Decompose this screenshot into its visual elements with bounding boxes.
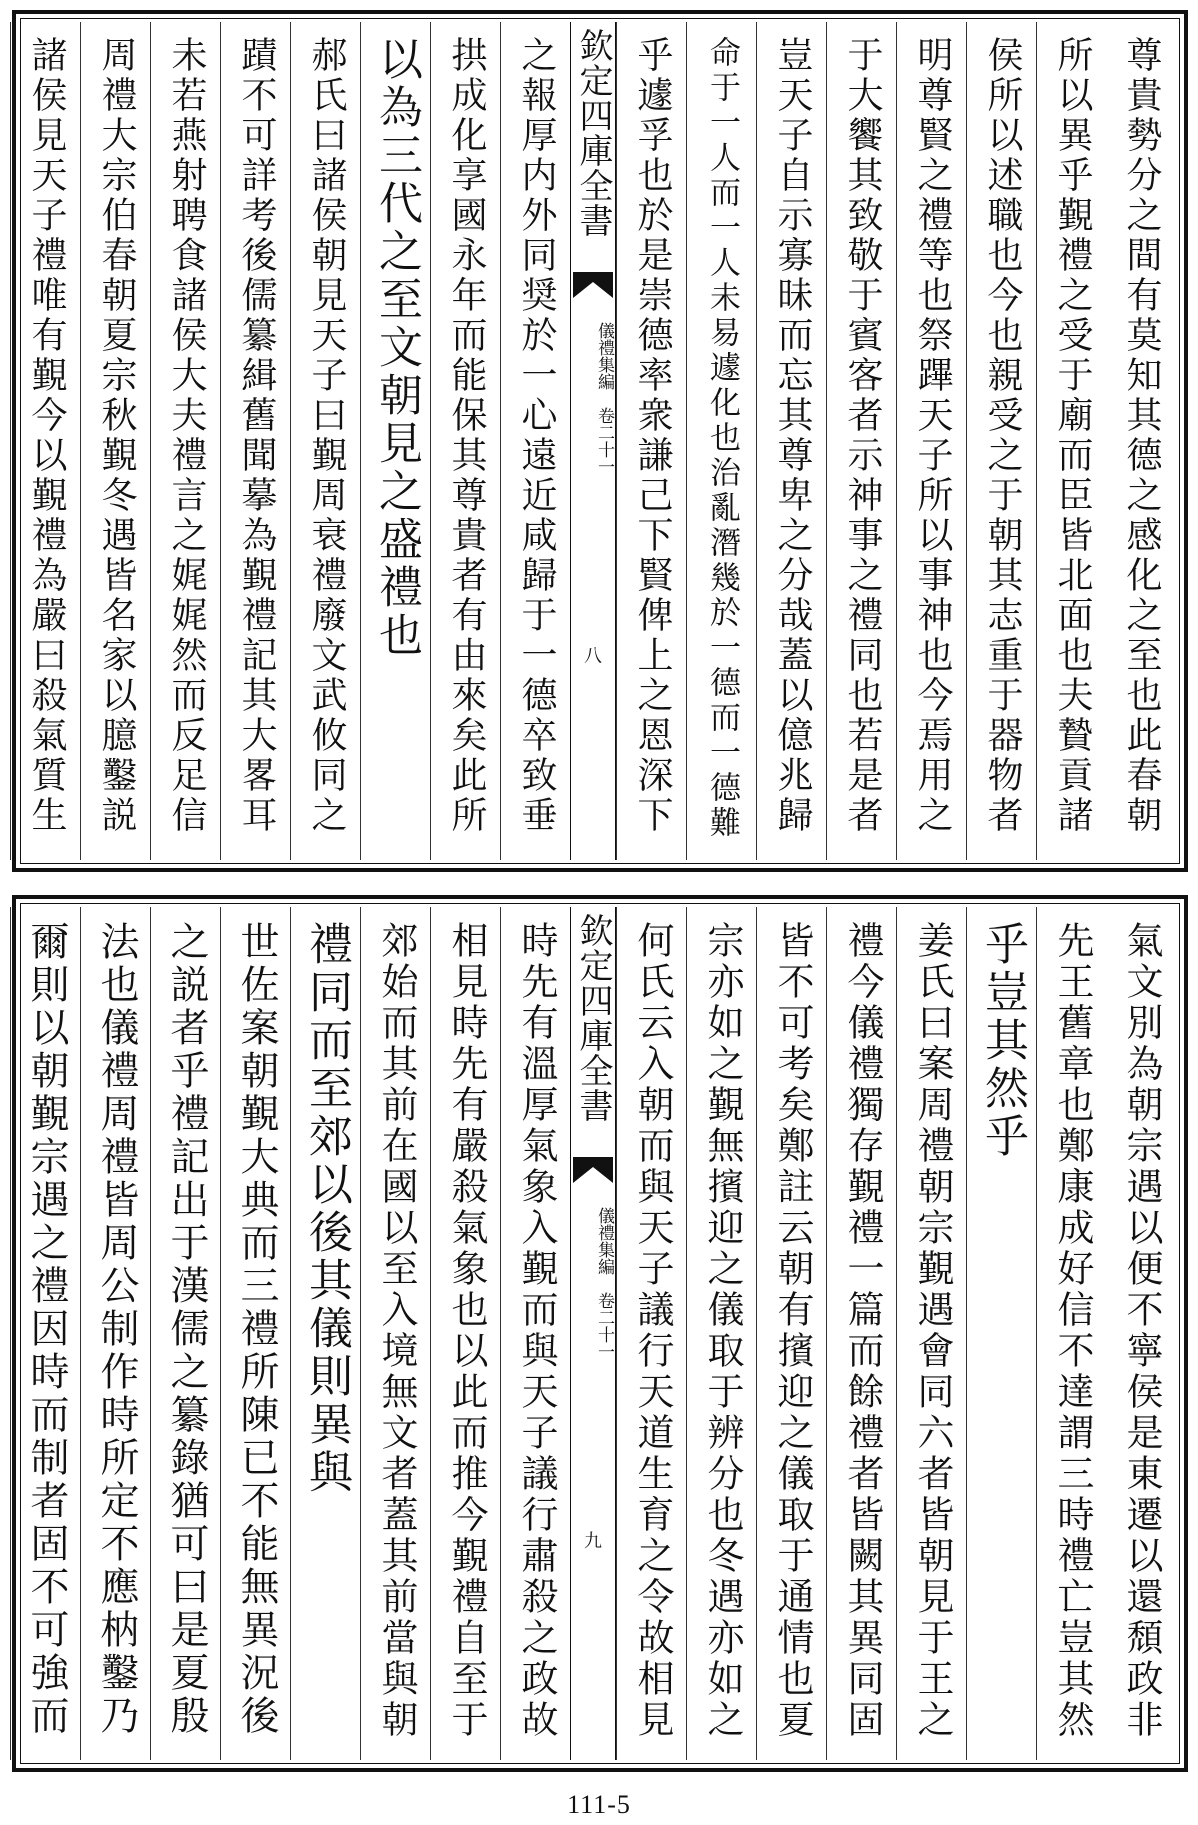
text-column <box>290 907 360 1760</box>
column-text: 宗亦如之覲無擯迎之儀取于辨分也冬遇亦如之 <box>701 921 744 1741</box>
text-column <box>80 907 150 1760</box>
text-column <box>896 22 966 860</box>
margin-volume-label: 儀禮集編 卷二十一 <box>594 322 614 475</box>
text-columns <box>24 907 1176 1760</box>
column-text: 之報厚内外同奨於一心遠近咸歸于一德卒致垂 <box>516 36 557 836</box>
column-text: 諸侯見天子禮唯有覲今以覲禮為嚴曰殺氣質生 <box>26 36 67 836</box>
column-text: 侯所以述職也今也親受之于朝其志重于器物者 <box>982 36 1023 836</box>
text-column <box>290 22 360 860</box>
column-text: 以為三代之至文朝見之盛禮也 <box>371 36 422 660</box>
margin-volume-label: 儀禮集編 卷二十一 <box>594 1207 614 1360</box>
text-column <box>1106 22 1176 860</box>
column-text: 乎豈其然乎 <box>977 921 1028 1161</box>
column-text: 豈天子自示寡昧而忘其尊卑之分哉蓋以億兆歸 <box>772 36 813 836</box>
text-column <box>360 907 430 1760</box>
margin-book-title: 欽定四庫全書 <box>573 28 613 238</box>
column-text: 未若燕射聘食諸侯大夫禮言之娓娓然而反足信 <box>166 36 207 836</box>
text-column <box>616 907 686 1760</box>
column-text: 周禮大宗伯春朝夏宗秋覲冬遇皆名家以臆鑿説 <box>96 36 137 836</box>
text-column <box>430 22 500 860</box>
column-text: 禮今儀禮獨存覲禮一篇而餘禮者皆闕其異同固 <box>841 921 884 1741</box>
column-text: 法也儀禮周禮皆周公制作時所定不應枘鑿乃 <box>94 921 139 1738</box>
column-text: 先王舊章也鄭康成好信不達謂三時禮亡豈其然 <box>1051 921 1094 1741</box>
column-text: 何氏云入朝而與天子議行天道生育之令故相見 <box>631 921 674 1741</box>
column-text: 于大饗其致敬于賓客者示神事之禮同也若是者 <box>842 36 883 836</box>
text-column <box>220 907 290 1760</box>
column-text: 時先有溫厚氣象入覲而與天子議行肅殺之政故 <box>515 921 558 1741</box>
margin-book-title: 欽定四庫全書 <box>573 913 613 1123</box>
footer-page-label: 111-5 <box>567 1790 631 1819</box>
text-column <box>756 907 826 1760</box>
text-column <box>150 22 220 860</box>
text-column <box>826 907 896 1760</box>
column-text: 乎遽孚也於是崇德率衆謙己下賢俾上之恩深下 <box>632 36 673 836</box>
text-column <box>616 22 686 860</box>
text-column <box>686 22 756 860</box>
text-column <box>966 907 1036 1760</box>
text-column <box>360 22 430 860</box>
text-column <box>500 22 570 860</box>
column-text: 尊貴勢分之間有莫知其德之感化之至也此春朝 <box>1121 36 1162 836</box>
center-margin-strip <box>570 22 616 860</box>
column-text: 爾則以朝覲宗遇之禮因時而制者固不可強而 <box>24 921 69 1738</box>
fishtail-ornament-icon <box>573 272 613 298</box>
text-column <box>686 907 756 1760</box>
column-text: 世佐案朝覲大典而三禮所陳已不能無異況後 <box>234 921 279 1738</box>
margin-page-number: 九 <box>584 1531 602 1552</box>
center-margin-strip <box>570 907 616 1760</box>
text-column <box>966 22 1036 860</box>
text-column <box>10 22 80 860</box>
column-text: 禮同而至郊以後其儀則異與 <box>301 921 352 1497</box>
text-column <box>10 907 80 1760</box>
column-text: 明尊賢之禮等也祭蹕天子所以事神也今焉用之 <box>912 36 953 836</box>
text-column <box>430 907 500 1760</box>
column-text: 所以異乎覲禮之受于廟而臣皆北面也夫贄貢諸 <box>1052 36 1093 836</box>
column-text: 氣文別為朝宗遇以便不寧侯是東遷以還頹政非 <box>1120 921 1163 1741</box>
text-column <box>220 22 290 860</box>
column-text: 皆不可考矣鄭註云朝有擯迎之儀取于通情也夏 <box>771 921 814 1741</box>
text-column <box>1036 907 1106 1760</box>
text-column <box>826 22 896 860</box>
text-column <box>896 907 966 1760</box>
column-text: 蹟不可詳考後儒纂緝舊聞摹為覲禮記其大畧耳 <box>236 36 277 836</box>
text-column <box>500 907 570 1760</box>
text-columns <box>24 22 1176 860</box>
column-text: 之説者乎禮記出于漢儒之纂錄猶可曰是夏殷 <box>164 921 209 1738</box>
text-column <box>1036 22 1106 860</box>
column-text: 命于一人而一人未易遽化也治亂潛幾於一德而一德難 <box>704 36 740 841</box>
margin-page-number: 八 <box>584 646 602 667</box>
text-column <box>1106 907 1176 1760</box>
column-text: 拱成化享國永年而能保其尊貴者有由來矣此所 <box>446 36 487 836</box>
fishtail-ornament-icon <box>573 1157 613 1183</box>
top-page-panel <box>12 10 1188 872</box>
column-text: 相見時先有嚴殺氣象也以此而推今覲禮自至于 <box>445 921 488 1741</box>
column-text: 姜氏曰案周禮朝宗覲遇會同六者皆朝見于王之 <box>911 921 954 1741</box>
text-column <box>756 22 826 860</box>
text-column <box>80 22 150 860</box>
bottom-page-panel <box>12 895 1188 1772</box>
column-text: 郝氏曰諸侯朝見天子曰覲周衰禮廢文武攸同之 <box>306 36 347 836</box>
text-column <box>150 907 220 1760</box>
column-text: 郊始而其前在國以至入境無文者蓋其前當與朝 <box>375 921 418 1741</box>
